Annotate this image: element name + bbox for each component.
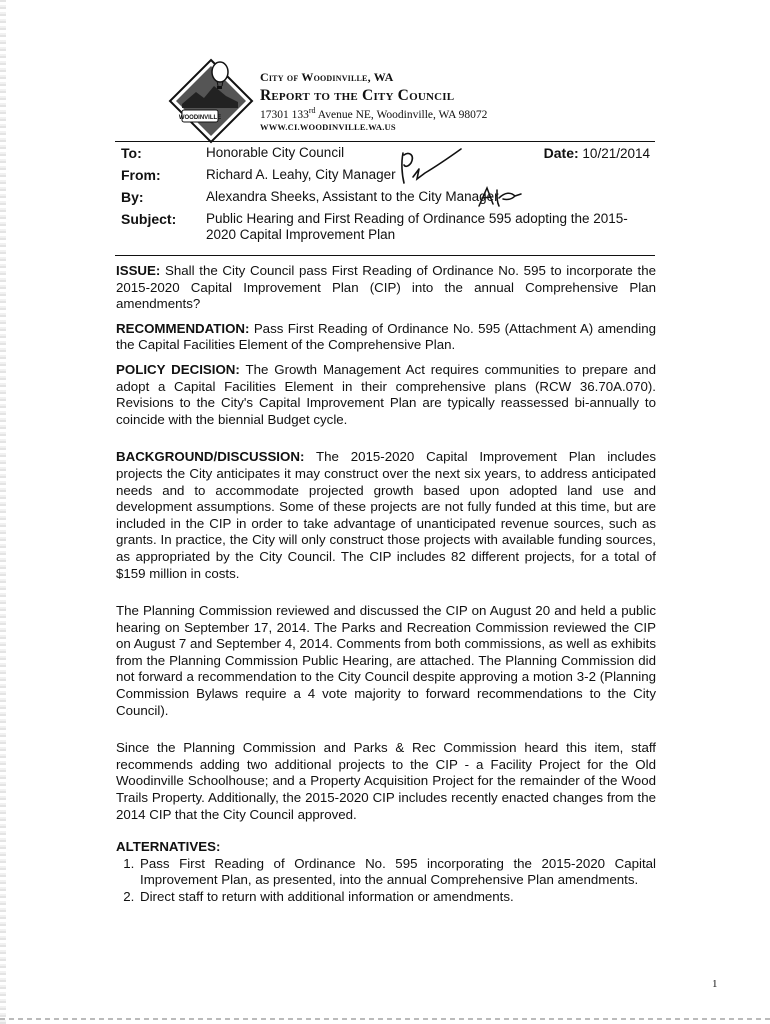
city-name: City of Woodinville, WA bbox=[260, 70, 394, 84]
memo-rule-bottom bbox=[115, 255, 655, 256]
by-label: By: bbox=[121, 189, 144, 205]
report-body bbox=[116, 263, 656, 906]
since-paragraph: Since the Planning Commission and Parks & Rec Commission heard this item, staff recommends adding two additional projects to the CIP - a Facility Project for the Old Woodinville Schoolhouse; and a Property Acquisition Project for the remainder of the Wood Trails Property. Additionally, the 2015-2020 CIP includes recently enacted changes from the 2014 CIP that the City Council approved. bbox=[116, 740, 656, 822]
memo-header bbox=[121, 145, 656, 249]
letterhead bbox=[260, 70, 487, 132]
to-label: To: bbox=[121, 145, 142, 161]
policy-text: The Growth Management Act requires communities to prepare and adopt a Capital Facilities Element in their comprehensive plans (RCW 36.70A.070). Revisions to the City's Capital Improvement Plan are typically reassessed bi-annually to coincide with the biennial Budget cycle. bbox=[116, 361, 656, 427]
background-paragraph bbox=[116, 449, 656, 582]
report-title: Report to the City Council bbox=[260, 87, 455, 104]
memo-row-from bbox=[121, 167, 656, 183]
address-number: 17301 133 bbox=[260, 108, 309, 121]
background-text: The 2015-2020 Capital Improvement Plan includes projects the City anticipates it may construct over the next six years, to address anticipated needs and to accommodate projected growth based upon adopted land use and development assumptions. Some of these projects are not fully funded at this time, but are included in the CIP in order to take advantage of unanticipated revenue sources, such as grants. In practice, the City will only construct those projects with available funding sources, as appropriated by the City Council. The CIP includes 82 different projects, for a total of $159 million in costs. bbox=[116, 449, 656, 581]
planning-paragraph: The Planning Commission reviewed and discussed the CIP on August 20 and held a public hearing on September 17, 2014. The Parks and Recreation Commission reviewed the CIP on August 7 and September 4, 2014. Comments from both commissions, as well as exhibits from the Planning Commission Public Hearing, are attached. The Planning Commission did not forward a recommendation to the City Council despite approving a motion 3-2 (Planning Commission Bylaws require a 4 vote majority to forward recommendations to the City Council). bbox=[116, 603, 656, 718]
alternatives-heading: ALTERNATIVES: bbox=[116, 839, 221, 855]
date-field bbox=[544, 145, 650, 162]
recommendation-text: Pass First Reading of Ordinance No. 595 (Attachment A) amending the Capital Facilities Element of the Comprehensive Plan. bbox=[116, 320, 656, 353]
issue-paragraph bbox=[116, 263, 656, 313]
logo-text: WOODINVILLE bbox=[178, 115, 222, 121]
issue-text: Shall the City Council pass First Reading of Ordinance No. 595 to incorporate the 2015-2020 Capital Improvement Plan (CIP) into the annual Comprehensive Plan amendments? bbox=[116, 263, 656, 312]
manager-initials-signature bbox=[395, 145, 465, 187]
address bbox=[260, 106, 487, 121]
policy-label: POLICY DECISION: bbox=[116, 361, 240, 377]
scan-edge-bottom bbox=[0, 1018, 770, 1020]
date-label: Date: bbox=[543, 145, 579, 161]
memo-rule-top bbox=[115, 141, 655, 142]
background-label: BACKGROUND/DISCUSSION: bbox=[116, 449, 305, 465]
to-value: Honorable City Council bbox=[206, 145, 345, 160]
memo-row-subject bbox=[121, 211, 656, 243]
page-number: 1 bbox=[712, 978, 718, 990]
by-value: Alexandra Sheeks, Assistant to the City Manager bbox=[206, 189, 499, 204]
recommendation-paragraph bbox=[116, 321, 656, 354]
recommendation-label: RECOMMENDATION: bbox=[116, 320, 250, 336]
website: WWW.CI.WOODINVILLE.WA.US bbox=[260, 121, 396, 132]
from-label: From: bbox=[121, 167, 161, 183]
memo-row-to bbox=[121, 145, 656, 161]
policy-paragraph bbox=[116, 362, 656, 428]
assistant-initials-signature bbox=[475, 186, 525, 208]
alternative-item: 2. Direct staff to return with additional information or amendments. bbox=[138, 889, 656, 906]
subject-value: Public Hearing and First Reading of Ordinance 595 adopting the 2015-2020 Capital Improvement Plan bbox=[206, 211, 628, 242]
from-value: Richard A. Leahy, City Manager bbox=[206, 167, 396, 182]
subject-label: Subject: bbox=[121, 211, 177, 227]
alternatives-list bbox=[116, 856, 656, 906]
scan-edge-left bbox=[0, 0, 6, 1024]
address-street: Avenue NE, Woodinville, WA 98072 bbox=[315, 108, 488, 121]
memo-row-by bbox=[121, 189, 656, 205]
date-value: 10/21/2014 bbox=[582, 146, 650, 161]
alternative-item: 1. Pass First Reading of Ordinance No. 595 incorporating the 2015-2020 Capital Improvement Plan, as presented, into the annual Comprehensive Plan amendments. bbox=[138, 856, 656, 889]
issue-label: ISSUE: bbox=[116, 263, 161, 278]
city-logo bbox=[168, 58, 254, 144]
address-suffix: rd bbox=[308, 106, 316, 115]
